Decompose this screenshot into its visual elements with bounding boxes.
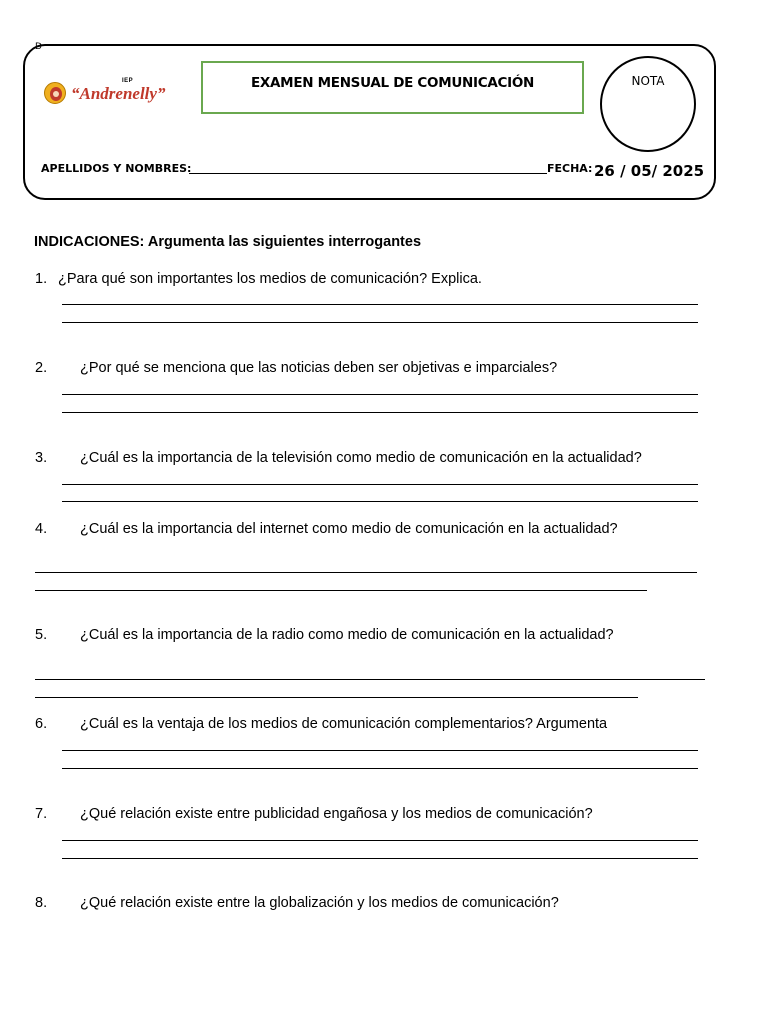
answer-line[interactable] <box>62 501 698 502</box>
answer-line[interactable] <box>62 322 698 323</box>
question-text: ¿Por qué se menciona que las noticias deben ser objetivas e imparciales? <box>80 360 558 376</box>
question-number: 3. <box>35 450 48 466</box>
question-text: ¿Cuál es la importancia de la televisión como medio de comunicación en la actualidad? <box>80 450 642 466</box>
question-number: 7. <box>35 806 48 822</box>
answer-line[interactable] <box>62 840 698 841</box>
question-text: ¿Cuál es la importancia del internet como medio de comunicación en la actualidad? <box>80 521 618 537</box>
answer-line[interactable] <box>35 679 705 680</box>
answer-line[interactable] <box>62 768 698 769</box>
answer-line[interactable] <box>62 484 698 485</box>
question-number: 6. <box>35 716 48 732</box>
school-emblem-icon <box>44 82 66 104</box>
logo-small-text: IEP <box>122 78 134 84</box>
answer-line[interactable] <box>35 590 647 591</box>
question-number: 5. <box>35 627 48 643</box>
question-number: 4. <box>35 521 48 537</box>
school-logo <box>44 78 194 112</box>
corner-mark: D <box>35 42 42 52</box>
answer-line[interactable] <box>62 412 698 413</box>
answer-line[interactable] <box>35 697 638 698</box>
date-label: FECHA: <box>547 162 593 175</box>
exam-title: EXAMEN MENSUAL DE COMUNICACIÓN <box>251 75 534 91</box>
question-text: ¿Para qué son importantes los medios de comunicación? Explica. <box>58 271 482 287</box>
question-text: ¿Cuál es la importancia de la radio como medio de comunicación en la actualidad? <box>80 627 614 643</box>
grade-circle <box>600 56 696 152</box>
grade-label: NOTA <box>631 74 665 88</box>
question-text: ¿Qué relación existe entre la globalización y los medios de comunicación? <box>80 895 559 911</box>
question-number: 1. <box>35 271 48 287</box>
instructions: INDICACIONES: Argumenta las siguientes interrogantes <box>34 234 422 250</box>
answer-line[interactable] <box>62 858 698 859</box>
question-number: 8. <box>35 895 48 911</box>
exam-title-box <box>201 61 584 114</box>
question-text: ¿Qué relación existe entre publicidad engañosa y los medios de comunicación? <box>80 806 593 822</box>
answer-line[interactable] <box>62 304 698 305</box>
question-number: 2. <box>35 360 48 376</box>
answer-line[interactable] <box>62 750 698 751</box>
logo-name: “Andrenelly” <box>71 84 166 103</box>
date-value: 26 / 05/ 2025 <box>594 162 705 180</box>
names-answer-line[interactable] <box>189 173 547 174</box>
answer-line[interactable] <box>62 394 698 395</box>
answer-line[interactable] <box>35 572 697 573</box>
question-text: ¿Cuál es la ventaja de los medios de comunicación complementarios? Argumenta <box>80 716 608 732</box>
names-label: APELLIDOS Y NOMBRES: <box>41 162 192 175</box>
